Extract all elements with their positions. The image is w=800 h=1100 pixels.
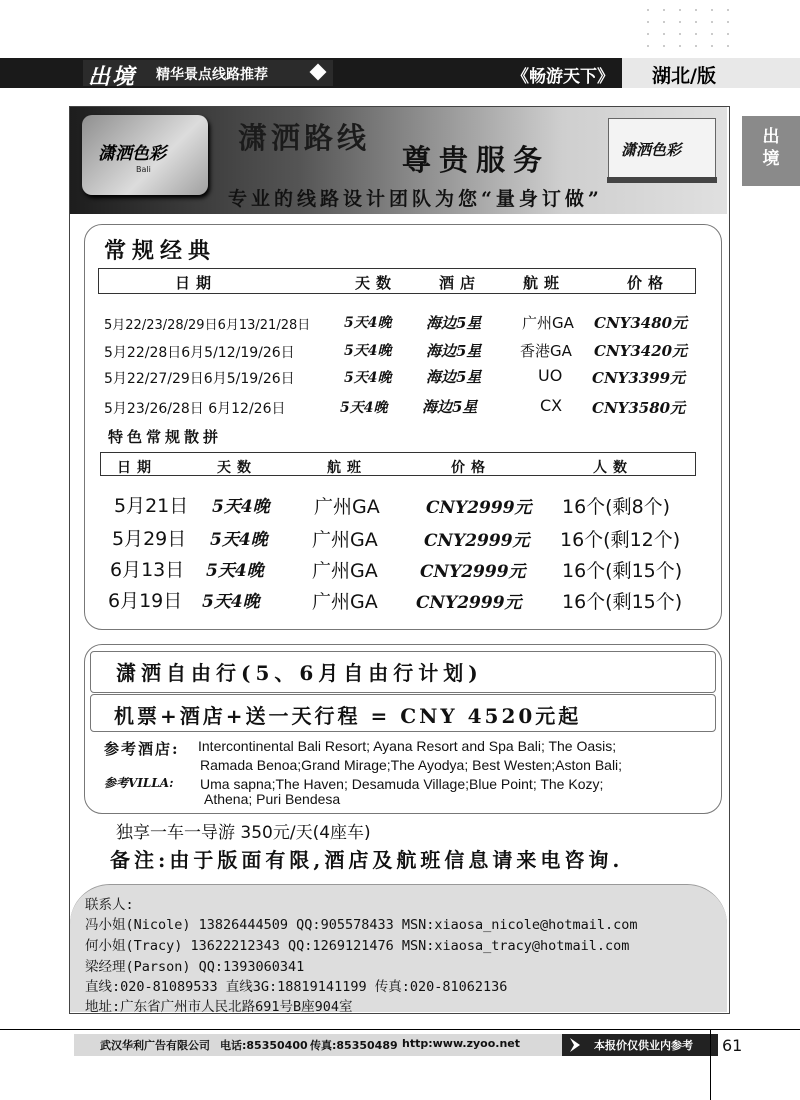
header-days: 天数 — [217, 460, 257, 476]
footer-company: 武汉华利广告有限公司 — [100, 1039, 210, 1052]
row-people: 16个(剩12个) — [560, 529, 681, 551]
row-days: 5天4晚 — [202, 592, 260, 612]
row-date: 6月13日 — [110, 559, 185, 581]
contact-phones: 直线:020-81089533 直线3G:18819141199 传真:020-81062136 — [85, 979, 508, 995]
footer-rule — [0, 1029, 800, 1030]
edition-label: 湖北/版 — [652, 65, 716, 87]
row-days: 5天4晚 — [340, 400, 388, 416]
hotel-label: 参考酒店: — [104, 740, 180, 758]
row-date: 5月23/26/28日 6月12/26日 — [104, 401, 286, 417]
footer-notice: 本报价仅供业内参考 — [594, 1039, 693, 1052]
header-price: 价格 — [451, 460, 491, 476]
magazine-name: 《畅游天下》 — [512, 67, 614, 87]
arrow-icon — [568, 1034, 588, 1056]
row-hotel: 海边5星 — [422, 398, 478, 416]
villa-label: 参考VILLA: — [104, 776, 174, 790]
brand-logo — [82, 115, 208, 195]
row-flight: 香港GA — [520, 342, 572, 360]
dot-grid-decoration — [640, 4, 740, 52]
row-price: CNY3399元 — [592, 369, 686, 387]
contact-nicole: 冯小姐(Nicole) 13826444509 QQ:905578433 MSN:xiaosa_nicole@hotmail.com — [85, 917, 638, 933]
guide-offer: 独享一车一导游 350元/天(4座车) — [116, 823, 371, 843]
header-subtitle: 精华景点线路推荐 — [156, 67, 268, 83]
row-price: CNY2999元 — [420, 562, 526, 582]
row-people: 16个(剩15个) — [562, 560, 683, 582]
footer-phone: 电话:85350400 — [220, 1039, 308, 1052]
row-flight: 广州GA — [312, 560, 378, 582]
row-date: 5月22/23/28/29日6月13/21/28日 — [104, 318, 311, 333]
row-date: 5月29日 — [112, 528, 187, 550]
row-price: CNY2999元 — [424, 531, 530, 551]
billboard-text: 潇洒色彩 — [621, 141, 682, 159]
villa-list-1: Uma sapna;The Haven; Desamuda Village;Blue Point; The Kozy; — [200, 776, 604, 792]
footer-url: http:www.zyoo.net — [402, 1037, 520, 1050]
header-date: 日期 — [117, 460, 157, 476]
logo-text: 潇洒色彩 — [98, 144, 166, 164]
contact-address: 地址:广东省广州市人民北路691号B座904室 — [85, 999, 353, 1015]
row-people: 16个(剩8个) — [562, 496, 671, 518]
row-price: CNY3580元 — [592, 399, 686, 417]
row-flight: 广州GA — [312, 529, 378, 551]
banner-slogan: 专业的线路设计团队为您“量身订做” — [228, 188, 603, 210]
billboard-image — [608, 118, 716, 182]
footer-notice-box — [562, 1034, 718, 1056]
row-price: CNY2999元 — [426, 498, 532, 518]
row-flight: 广州GA — [312, 591, 378, 613]
free-title: 潇洒自由行(5、6月自由行计划) — [116, 661, 483, 685]
row-price: CNY2999元 — [416, 593, 522, 613]
contact-parson: 梁经理(Parson) QQ:1393060341 — [85, 959, 305, 975]
regular-table-header — [98, 268, 696, 294]
side-tab — [742, 116, 800, 186]
row-hotel: 海边5星 — [426, 314, 482, 332]
row-days: 5天4晚 — [344, 370, 392, 386]
row-hotel: 海边5星 — [426, 342, 482, 360]
row-price: CNY3420元 — [594, 342, 688, 360]
regular-title: 常规经典 — [104, 238, 217, 264]
villa-list-2: Athena; Puri Bendesa — [204, 791, 341, 807]
header-price: 价格 — [627, 274, 670, 292]
note: 备注:由于版面有限,酒店及航班信息请来电咨询. — [110, 848, 624, 872]
contact-tracy: 何小姐(Tracy) 13622212343 QQ:1269121476 MSN:xiaosa_tracy@hotmail.com — [85, 938, 630, 954]
banner-title-1: 潇洒路线 — [238, 121, 371, 155]
row-date: 5月22/27/29日6月5/19/26日 — [104, 371, 295, 387]
row-price: CNY3480元 — [594, 314, 688, 332]
side-tab-label: 出境 — [762, 127, 780, 169]
logo-subtext: Bali — [136, 165, 151, 174]
contact-label: 联系人: — [85, 897, 134, 913]
row-date: 5月22/28日6月5/12/19/26日 — [104, 345, 295, 361]
header-flight: 航班 — [523, 274, 566, 292]
row-flight: 广州GA — [314, 496, 380, 518]
header-days: 天数 — [355, 274, 398, 292]
row-days: 5天4晚 — [212, 497, 270, 517]
special-title: 特色常规散拼 — [108, 428, 223, 446]
row-days: 5天4晚 — [344, 343, 392, 359]
row-date: 5月21日 — [114, 495, 189, 517]
edition-box — [622, 58, 800, 88]
banner-title-2: 尊贵服务 — [402, 143, 551, 177]
header-flight: 航班 — [327, 460, 367, 476]
header-date: 日期 — [175, 274, 218, 292]
row-hotel: 海边5星 — [426, 368, 482, 386]
row-people: 16个(剩15个) — [562, 591, 683, 613]
hotel-list-1: Intercontinental Bali Resort; Ayana Resort and Spa Bali; The Oasis; — [198, 738, 617, 754]
footer-fax: 传真:85350489 — [310, 1039, 398, 1052]
header-brand: 出境 — [88, 64, 137, 90]
header-people: 人数 — [593, 460, 633, 476]
hotel-list-2: Ramada Benoa;Grand Mirage;The Ayodya; Best Westen;Aston Bali; — [200, 757, 623, 773]
header-hotel: 酒店 — [439, 274, 482, 292]
row-days: 5天4晚 — [344, 315, 392, 331]
package-offer: 机票+酒店+送一天行程 = CNY 4520元起 — [114, 704, 582, 728]
row-date: 6月19日 — [108, 590, 183, 612]
row-flight: CX — [540, 396, 563, 415]
row-flight: UO — [538, 366, 563, 385]
row-days: 5天4晚 — [206, 561, 264, 581]
row-flight: 广州GA — [522, 314, 574, 332]
special-table-header — [100, 452, 696, 476]
page-number: 61 — [722, 1036, 743, 1055]
row-days: 5天4晚 — [210, 530, 268, 550]
page-rule — [710, 1030, 711, 1100]
